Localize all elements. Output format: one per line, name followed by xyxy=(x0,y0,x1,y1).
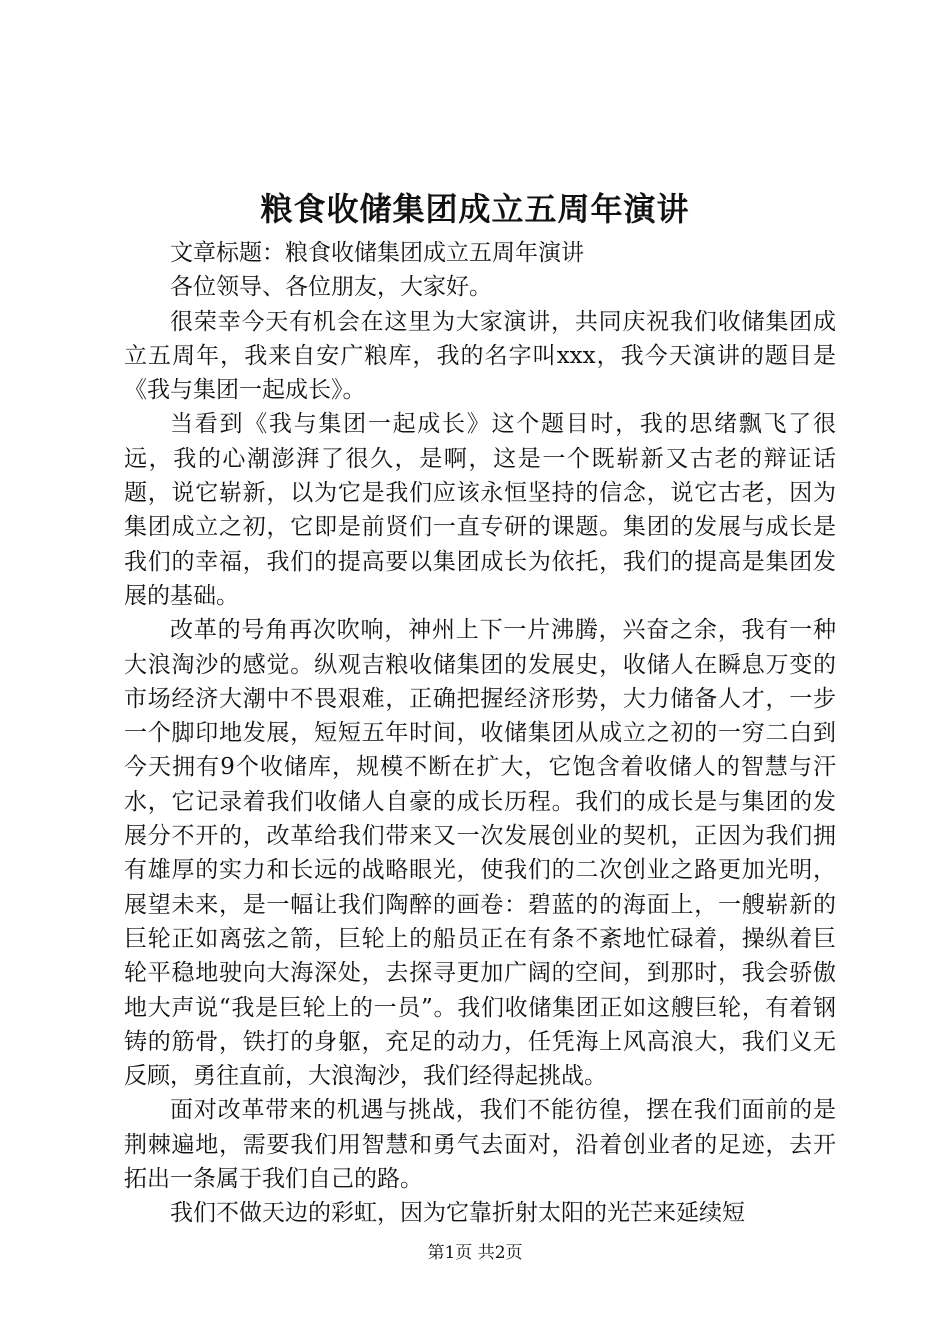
paragraph-article-title: 文章标题：粮食收储集团成立五周年演讲 xyxy=(170,240,584,266)
document-title: 粮食收储集团成立五周年演讲 xyxy=(260,190,690,228)
paragraph: 面对改革带来的机遇与挑战，我们不能彷徨，摆在我们面前的是荆棘遍地，需要我们用智慧和勇气去面对，沿着创业者的足迹，去开拓出一条属于我们自己的路。 xyxy=(124,1097,836,1193)
paragraph: 当看到《我与集团一起成长》这个题目时，我的思绪飘飞了很远，我的心潮澎湃了很久，是啊，这是一个既崭新又古老的辩证话题，说它崭新，以为它是我们应该永恒坚持的信念，说它古老，因为集团成立之初，它即是前贤们一直专研的课题。集团的发展与成长是我们的幸福，我们的提高要以集团成长为依托，我们的提高是集团发展的基础。 xyxy=(124,411,836,609)
paragraph: 我们不做天边的彩虹，因为它靠折射太阳的光芒来延续短 xyxy=(170,1200,745,1227)
paragraph-greeting: 各位领导、各位朋友，大家好。 xyxy=(170,274,492,301)
page-number-footer: 第1页 共2页 xyxy=(427,1243,523,1263)
document-body xyxy=(124,236,836,1231)
paragraph: 很荣幸今天有机会在这里为大家演讲，共同庆祝我们收储集团成立五周年，我来自安广粮库，我的名字叫xxx，我今天演讲的题目是《我与集团一起成长》。 xyxy=(124,308,836,404)
paragraph: 改革的号角再次吹响，神州上下一片沸腾，兴奋之余，我有一种大浪淘沙的感觉。纵观吉粮收储集团的发展史，收储人在瞬息万变的市场经济大潮中不畏艰难，正确把握经济形势，大力储备人才，一步一个脚印地发展，短短五年时间，收储集团从成立之初的一穷二白到今天拥有9个收储库，规模不断在扩大，它饱含着收储人的智慧与汗水，它记录着我们收储人自豪的成长历程。我们的成长是与集团的发展分不开的，改革给我们带来又一次发展创业的契机，正因为我们拥有雄厚的实力和长远的战略眼光，使我们的二次创业之路更加光明，展望未来，是一幅让我们陶醉的画卷：碧蓝的的海面上，一艘崭新的巨轮正如离弦之箭，巨轮上的船员正在有条不紊地忙碌着，操纵着巨轮平稳地驶向大海深处，去探寻更加广阔的空间，到那时，我会骄傲地大声说“我是巨轮上的一员”。我们收储集团正如这艘巨轮，有着钢铸的筋骨，铁打的身躯，充足的动力，任凭海上风高浪大，我们义无反顾，勇往直前，大浪淘沙，我们经得起挑战。 xyxy=(124,617,836,1090)
